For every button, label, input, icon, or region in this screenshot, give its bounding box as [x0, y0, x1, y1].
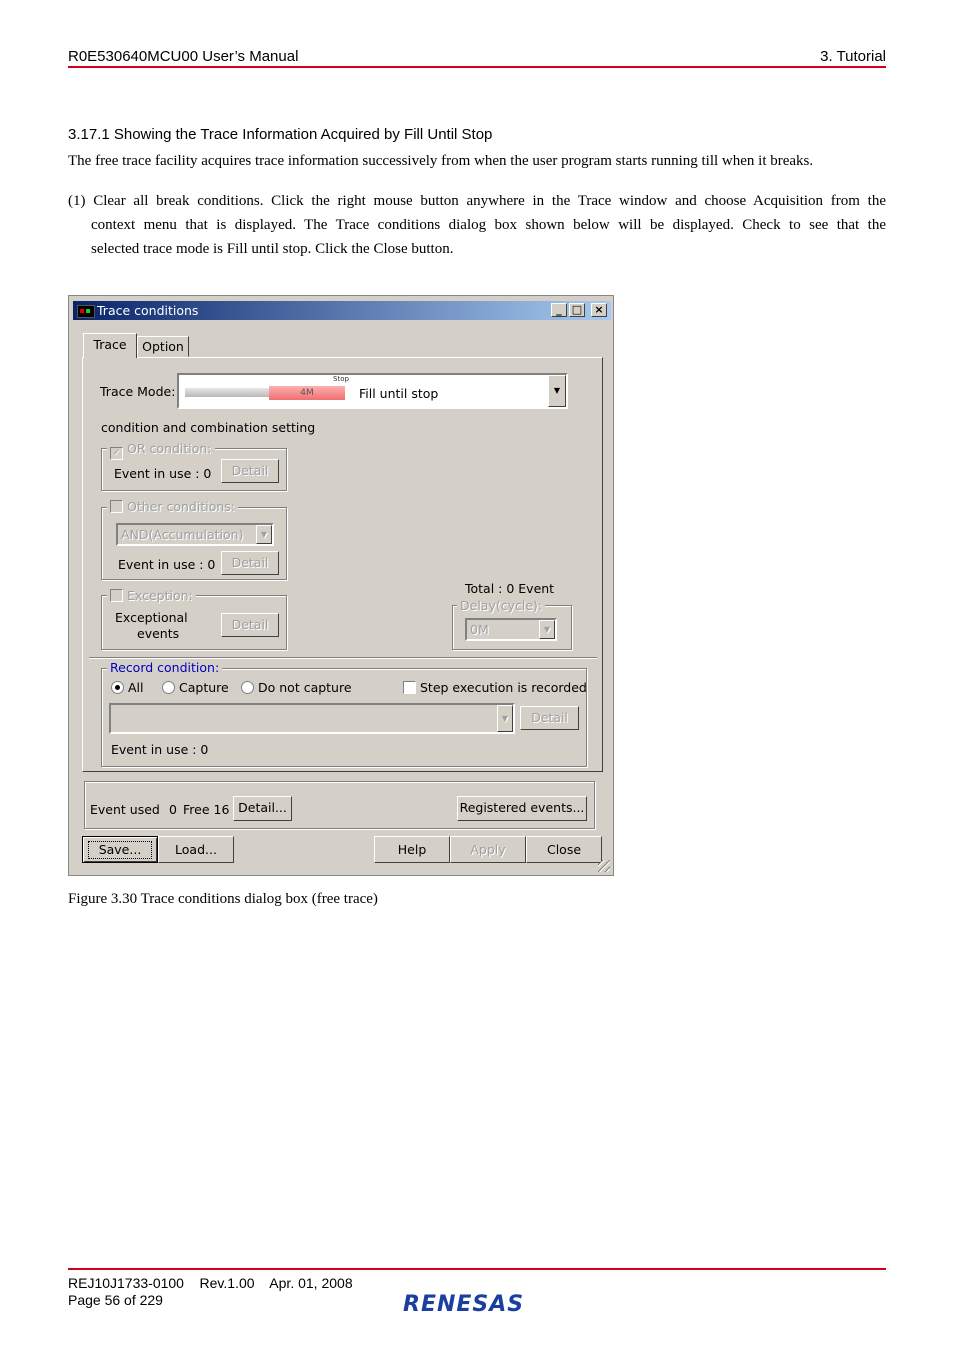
trace-mode-label: Trace Mode: [100, 384, 176, 399]
app-icon [77, 305, 95, 318]
record-no-capture-option[interactable] [241, 680, 352, 695]
header-right: 3. Tutorial [820, 48, 886, 65]
exception-legend [107, 588, 196, 603]
event-used-count: 0 [169, 802, 177, 817]
step-execution-option[interactable] [403, 680, 587, 695]
tab-trace[interactable]: Trace [83, 333, 137, 358]
intro-paragraph: The free trace facility acquires trace information successively from when the user program starts running till when it breaks. [68, 153, 814, 169]
event-used-label: Event used [90, 802, 160, 817]
title-bar[interactable] [73, 301, 611, 320]
exception-detail-button[interactable]: Detail [221, 613, 279, 637]
chevron-down-icon[interactable]: ▼ [497, 705, 513, 732]
record-all-label: All [128, 680, 144, 695]
renesas-logo: RENESAS [403, 1292, 525, 1317]
delay-value: 0M [470, 622, 489, 637]
or-event-in-use: Event in use : 0 [114, 466, 212, 481]
chevron-down-icon[interactable]: ▼ [256, 525, 272, 544]
header-left: R0E530640MCU00 User’s Manual [68, 48, 299, 65]
trace-mode-bar-stop: Stop [333, 375, 349, 383]
figure-caption: Figure 3.30 Trace conditions dialog box (free trace) [68, 891, 378, 907]
step-execution-label: Step execution is recorded [420, 680, 587, 695]
registered-events-button[interactable]: Registered events... [457, 796, 587, 821]
record-capture-option[interactable] [162, 680, 229, 695]
exception-checkbox[interactable] [110, 589, 123, 602]
footer-doc-line: REJ10J1733-0100 Rev.1.00 Apr. 01, 2008 [68, 1275, 353, 1291]
record-detail-button[interactable]: Detail [520, 706, 579, 730]
or-condition-label: OR condition: [127, 441, 212, 456]
separator [89, 657, 597, 658]
help-button[interactable]: Help [374, 836, 450, 863]
trace-mode-select[interactable] [177, 373, 568, 409]
total-events: Total : 0 Event [465, 581, 555, 596]
footer-page: Page 56 of 229 [68, 1292, 163, 1308]
event-detail-button[interactable]: Detail... [233, 796, 292, 821]
or-condition-checkbox[interactable]: ✓ [110, 447, 123, 460]
step1-line3: selected trace mode is Fill until stop. Click the Close button. [91, 241, 454, 257]
chevron-down-icon[interactable]: ▼ [548, 375, 566, 407]
step-execution-checkbox[interactable] [403, 681, 416, 694]
tab-option[interactable]: Option [137, 336, 189, 357]
dialog-title: Trace conditions [97, 303, 199, 318]
footer-rule [68, 1268, 886, 1270]
free-count: Free 16 [183, 802, 230, 817]
delay-label: Delay(cycle): [457, 598, 545, 613]
other-conditions-value: AND(Accumulation) [121, 527, 244, 542]
radio-no-capture[interactable] [241, 681, 254, 694]
trace-mode-value: Fill until stop [359, 386, 439, 401]
radio-capture[interactable] [162, 681, 175, 694]
record-condition-select[interactable] [109, 703, 515, 734]
record-event-in-use: Event in use : 0 [111, 742, 209, 757]
chevron-down-icon[interactable]: ▼ [539, 620, 555, 639]
close-window-button[interactable]: × [591, 303, 607, 317]
minimize-button[interactable]: _ [551, 303, 567, 317]
record-all-option[interactable] [111, 680, 144, 695]
other-conditions-select[interactable] [116, 523, 274, 546]
save-button[interactable] [82, 836, 158, 863]
other-conditions-checkbox[interactable] [110, 500, 123, 513]
or-detail-button[interactable]: Detail [221, 459, 279, 483]
header-rule [68, 66, 886, 68]
save-label: Save... [88, 841, 153, 859]
trace-conditions-dialog [68, 295, 614, 876]
close-button[interactable]: Close [526, 836, 602, 863]
record-capture-label: Capture [179, 680, 229, 695]
exceptional-line2: events [137, 626, 180, 641]
resize-grip-icon[interactable] [598, 860, 610, 872]
maximize-button[interactable]: □ [569, 303, 585, 317]
load-button[interactable]: Load... [158, 836, 234, 863]
trace-mode-bar-fill: 4M [269, 386, 345, 400]
combination-heading: condition and combination setting [101, 420, 316, 435]
other-event-in-use: Event in use : 0 [118, 557, 216, 572]
delay-select[interactable] [465, 618, 557, 641]
other-detail-button[interactable]: Detail [221, 551, 279, 575]
or-condition-legend [107, 441, 215, 460]
step1-line1: (1) Clear all break conditions. Click the right mouse button anywhere in the Trace window and choose Acquisition from the [68, 193, 886, 209]
exception-label: Exception: [127, 588, 193, 603]
step1-line2: context menu that is displayed. The Trace conditions dialog box shown below will be displayed. Check to see that the [91, 217, 886, 233]
section-title: 3.17.1 Showing the Trace Information Acquired by Fill Until Stop [68, 126, 493, 143]
record-condition-legend: Record condition: [107, 660, 222, 675]
other-conditions-label: Other conditions: [127, 499, 235, 514]
apply-button[interactable]: Apply [450, 836, 526, 863]
other-conditions-legend [107, 499, 238, 514]
radio-all[interactable] [111, 681, 124, 694]
exceptional-line1: Exceptional [115, 610, 188, 625]
record-no-capture-label: Do not capture [258, 680, 352, 695]
